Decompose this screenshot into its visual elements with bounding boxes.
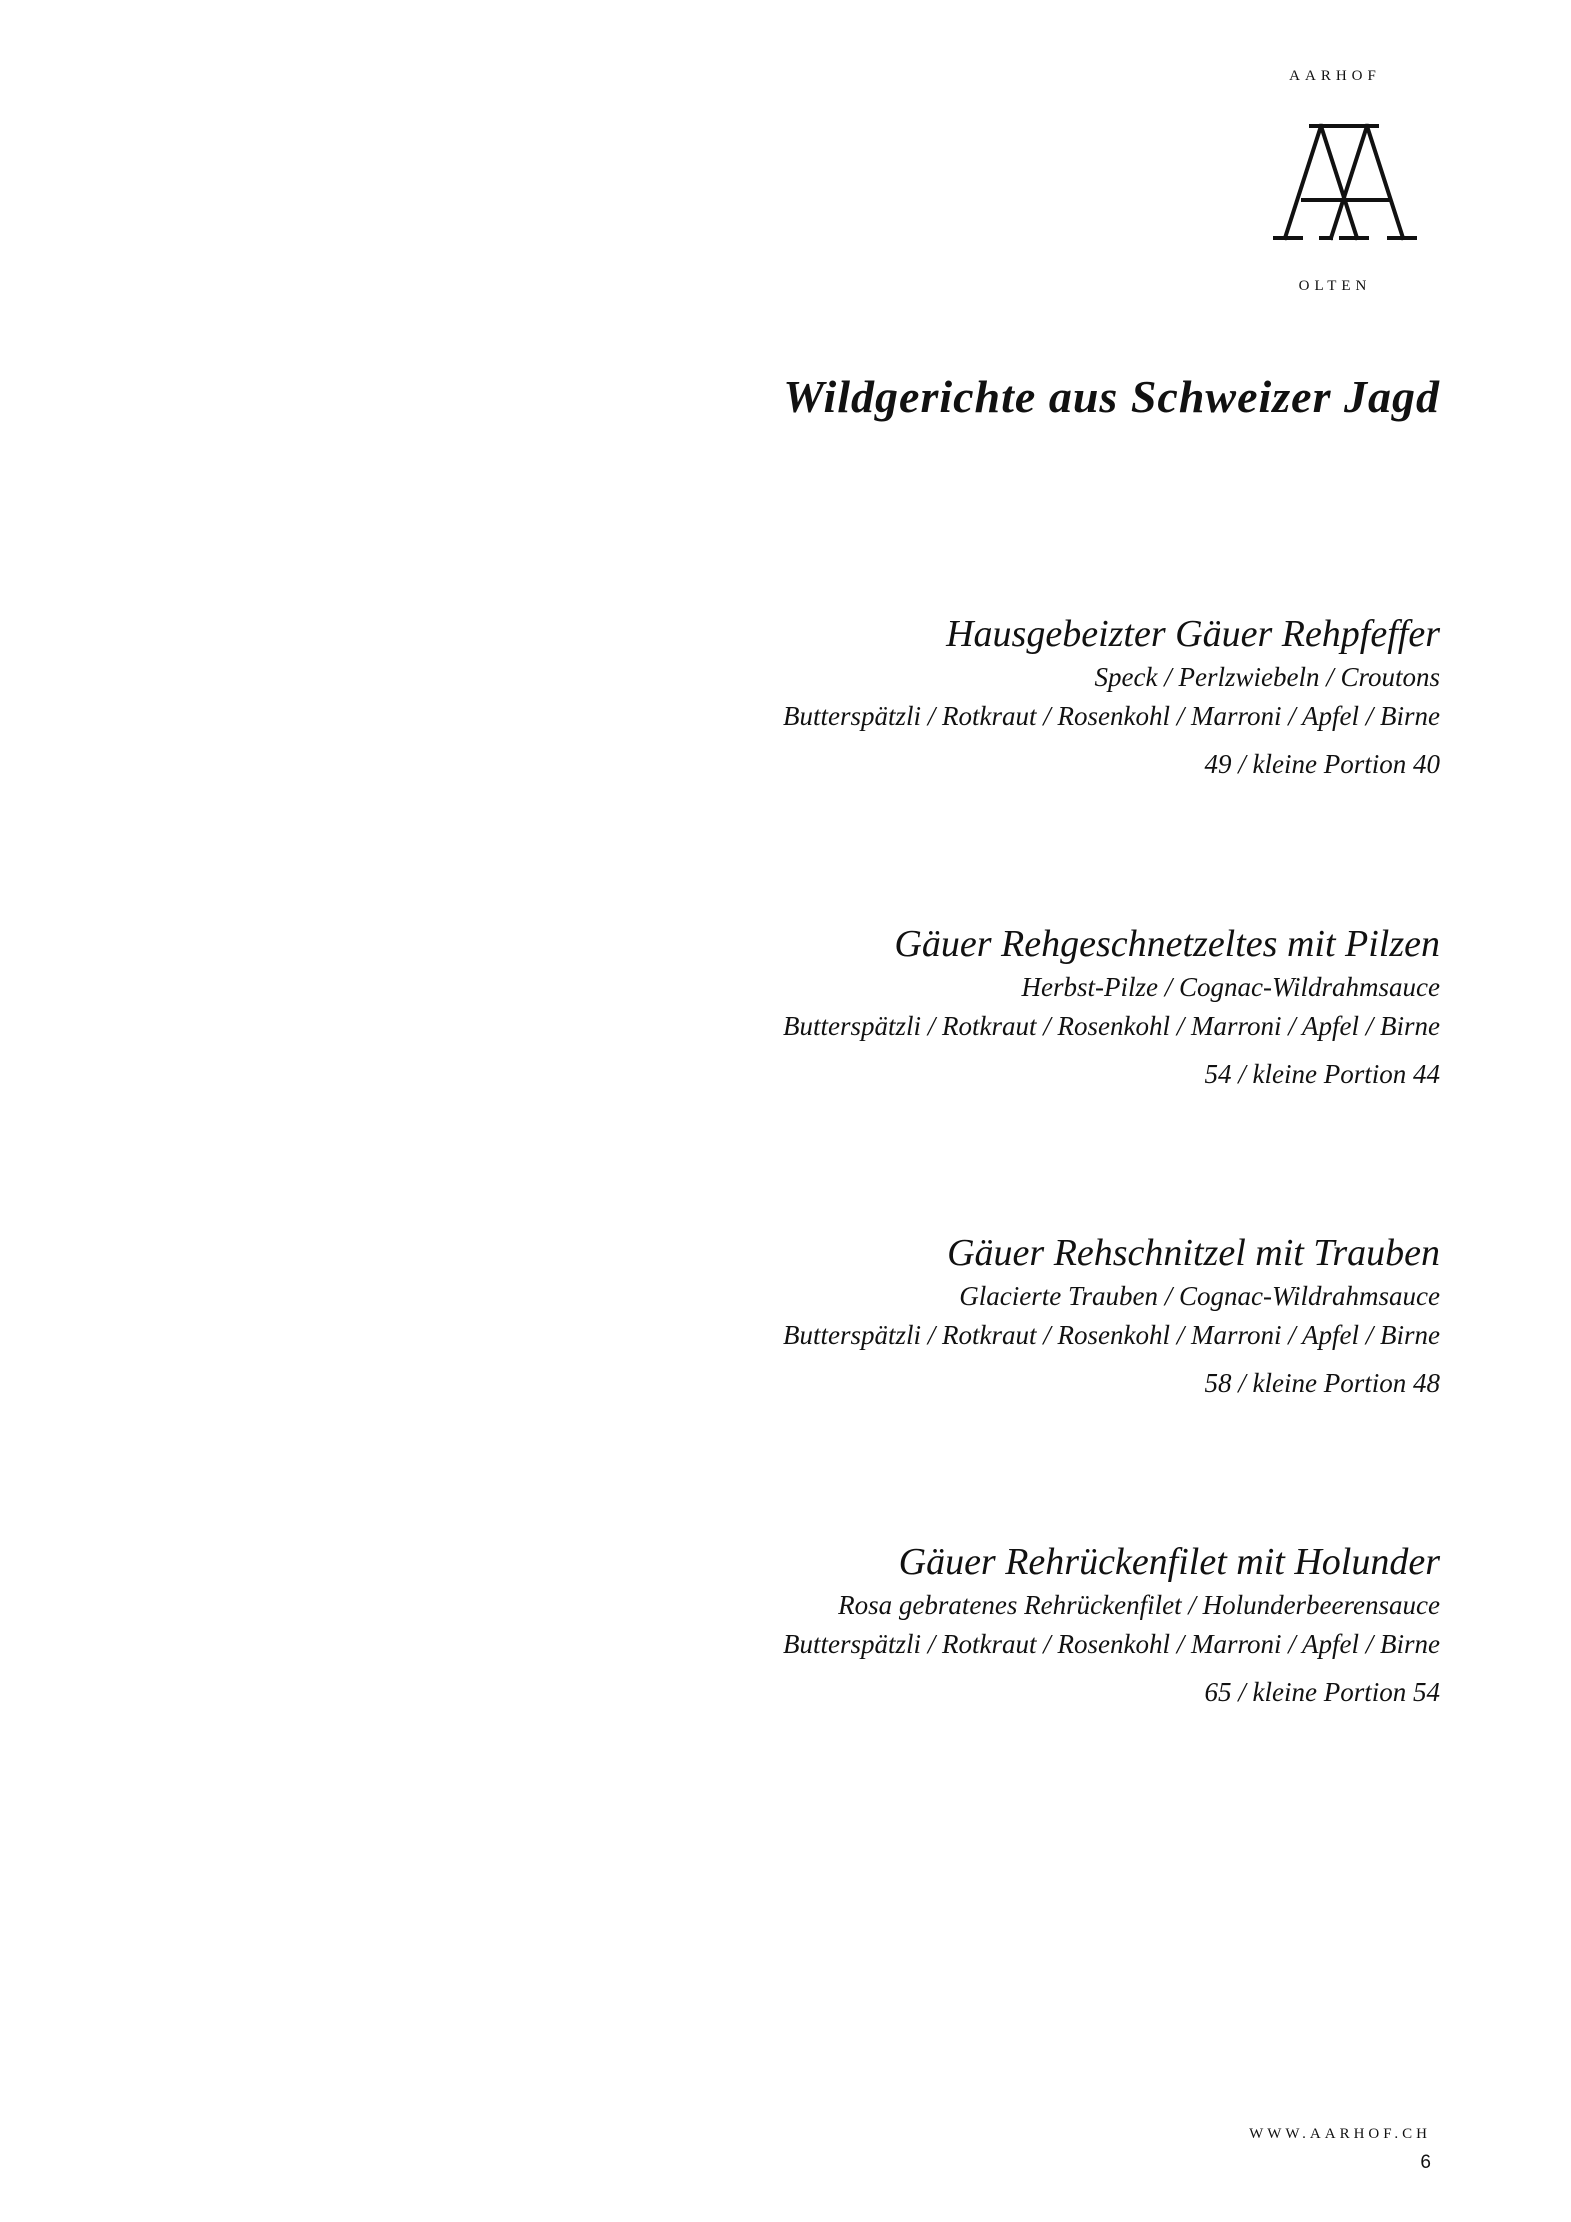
- brand-name: AARHOF: [1289, 68, 1381, 84]
- dish-description: Rosa gebratenes Rehrückenfilet / Holunderbeerensauce: [838, 1590, 1440, 1620]
- dish-price: 49 / kleine Portion 40: [1204, 749, 1440, 779]
- dish-price: 65 / kleine Portion 54: [1204, 1677, 1440, 1707]
- brand-city: OLTEN: [1298, 278, 1372, 294]
- dish-price: 54 / kleine Portion 44: [1204, 1059, 1440, 1089]
- dish-sides: Butterspätzli / Rotkraut / Rosenkohl / Marroni / Apfel / Birne: [783, 1629, 1440, 1659]
- logo-stroke: [1367, 126, 1403, 238]
- page-title: Wildgerichte aus Schweizer Jagd: [783, 371, 1440, 422]
- dish-name: Gäuer Rehgeschnetzeltes mit Pilzen: [894, 923, 1440, 965]
- dish-name: Hausgebeizter Gäuer Rehpfeffer: [946, 613, 1440, 655]
- logo-stroke: [1321, 126, 1357, 238]
- dish-description: Glacierte Trauben / Cognac-Wildrahmsauce: [959, 1281, 1440, 1311]
- menu-dish: [340, 610, 1440, 784]
- dish-description: Herbst-Pilze / Cognac-Wildrahmsauce: [1021, 972, 1440, 1002]
- dish-price: 58 / kleine Portion 48: [1204, 1368, 1440, 1398]
- dish-description: Speck / Perlzwiebeln / Croutons: [1094, 662, 1440, 692]
- dish-name: Gäuer Rehschnitzel mit Trauben: [947, 1232, 1440, 1274]
- dish-name: Gäuer Rehrückenfilet mit Holunder: [898, 1541, 1440, 1583]
- dish-sides: Butterspätzli / Rotkraut / Rosenkohl / Marroni / Apfel / Birne: [783, 1011, 1440, 1041]
- aarhof-monogram-logo: [1265, 120, 1425, 245]
- menu-dish: [340, 1538, 1440, 1712]
- menu-dish: [340, 1229, 1440, 1403]
- logo-stroke: [1285, 126, 1321, 238]
- dish-sides: Butterspätzli / Rotkraut / Rosenkohl / Marroni / Apfel / Birne: [783, 1320, 1440, 1350]
- logo-stroke: [1331, 126, 1367, 238]
- menu-dish: [340, 920, 1440, 1094]
- dish-sides: Butterspätzli / Rotkraut / Rosenkohl / Marroni / Apfel / Birne: [783, 701, 1440, 731]
- website-url: WWW.AARHOF.CH: [1249, 2126, 1431, 2142]
- page-number: 6: [1420, 2152, 1431, 2173]
